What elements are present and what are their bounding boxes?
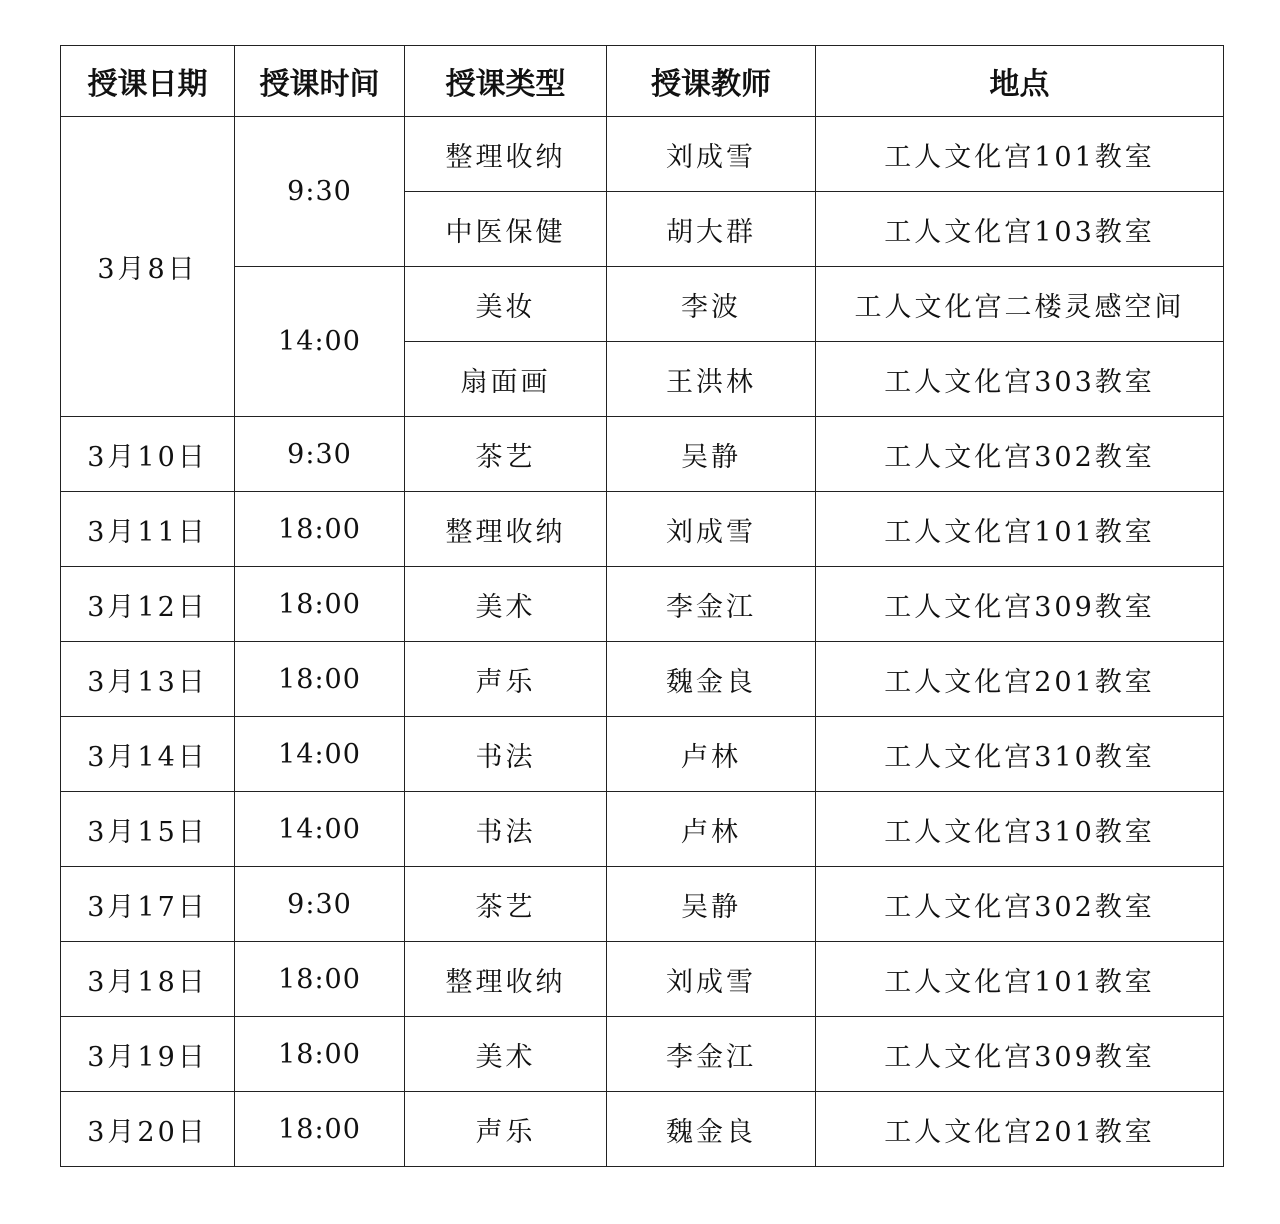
location-cell: 工人文化宫309教室 [816,567,1224,642]
time-cell: 18:00 [235,1092,405,1167]
table-row [61,942,1224,1017]
location-cell: 工人文化宫310教室 [816,792,1224,867]
time-cell: 18:00 [235,942,405,1017]
location-cell: 工人文化宫201教室 [816,642,1224,717]
date-cell: 3月14日 [61,717,235,792]
time-cell: 18:00 [235,1017,405,1092]
table-row [61,267,1224,342]
date-cell: 3月20日 [61,1092,235,1167]
date-cell: 3月17日 [61,867,235,942]
location-cell: 工人文化宫302教室 [816,867,1224,942]
header-location: 地点 [816,46,1224,117]
teacher-cell: 卢林 [607,717,816,792]
time-cell: 14:00 [235,717,405,792]
time-cell: 14:00 [235,792,405,867]
table-row [61,717,1224,792]
schedule-table [60,45,1224,1167]
type-cell: 美妆 [405,267,607,342]
type-cell: 书法 [405,717,607,792]
type-cell: 整理收纳 [405,117,607,192]
date-cell: 3月10日 [61,417,235,492]
type-cell: 声乐 [405,1092,607,1167]
header-time: 授课时间 [235,46,405,117]
type-cell: 扇面画 [405,342,607,417]
location-cell: 工人文化宫310教室 [816,717,1224,792]
table-row [61,792,1224,867]
teacher-cell: 魏金良 [607,642,816,717]
time-cell: 18:00 [235,492,405,567]
type-cell: 中医保健 [405,192,607,267]
time-cell: 18:00 [235,642,405,717]
location-cell: 工人文化宫二楼灵感空间 [816,267,1224,342]
location-cell: 工人文化宫303教室 [816,342,1224,417]
time-cell: 9:30 [235,417,405,492]
location-cell: 工人文化宫309教室 [816,1017,1224,1092]
header-type: 授课类型 [405,46,607,117]
date-cell: 3月11日 [61,492,235,567]
date-cell: 3月15日 [61,792,235,867]
table-row [61,1017,1224,1092]
type-cell: 美术 [405,1017,607,1092]
time-cell: 14:00 [235,267,405,417]
header-row [61,46,1224,117]
location-cell: 工人文化宫201教室 [816,1092,1224,1167]
table-row [61,492,1224,567]
date-cell: 3月18日 [61,942,235,1017]
location-cell: 工人文化宫101教室 [816,492,1224,567]
type-cell: 整理收纳 [405,942,607,1017]
table-row [61,567,1224,642]
type-cell: 美术 [405,567,607,642]
type-cell: 书法 [405,792,607,867]
teacher-cell: 刘成雪 [607,492,816,567]
date-cell: 3月13日 [61,642,235,717]
type-cell: 整理收纳 [405,492,607,567]
table-row [61,1092,1224,1167]
location-cell: 工人文化宫302教室 [816,417,1224,492]
type-cell: 声乐 [405,642,607,717]
table-row [61,117,1224,192]
teacher-cell: 王洪林 [607,342,816,417]
teacher-cell: 李波 [607,267,816,342]
table-body [61,117,1224,1167]
teacher-cell: 吴静 [607,417,816,492]
teacher-cell: 胡大群 [607,192,816,267]
table-row [61,867,1224,942]
location-cell: 工人文化宫103教室 [816,192,1224,267]
header-teacher: 授课教师 [607,46,816,117]
time-cell: 18:00 [235,567,405,642]
teacher-cell: 李金江 [607,1017,816,1092]
teacher-cell: 刘成雪 [607,117,816,192]
header-date: 授课日期 [61,46,235,117]
teacher-cell: 吴静 [607,867,816,942]
teacher-cell: 魏金良 [607,1092,816,1167]
date-cell: 3月19日 [61,1017,235,1092]
table-row [61,642,1224,717]
location-cell: 工人文化宫101教室 [816,942,1224,1017]
teacher-cell: 刘成雪 [607,942,816,1017]
time-cell: 9:30 [235,117,405,267]
table-row [61,417,1224,492]
time-cell: 9:30 [235,867,405,942]
date-cell: 3月12日 [61,567,235,642]
date-cell: 3月8日 [61,117,235,417]
location-cell: 工人文化宫101教室 [816,117,1224,192]
type-cell: 茶艺 [405,417,607,492]
type-cell: 茶艺 [405,867,607,942]
teacher-cell: 卢林 [607,792,816,867]
teacher-cell: 李金江 [607,567,816,642]
